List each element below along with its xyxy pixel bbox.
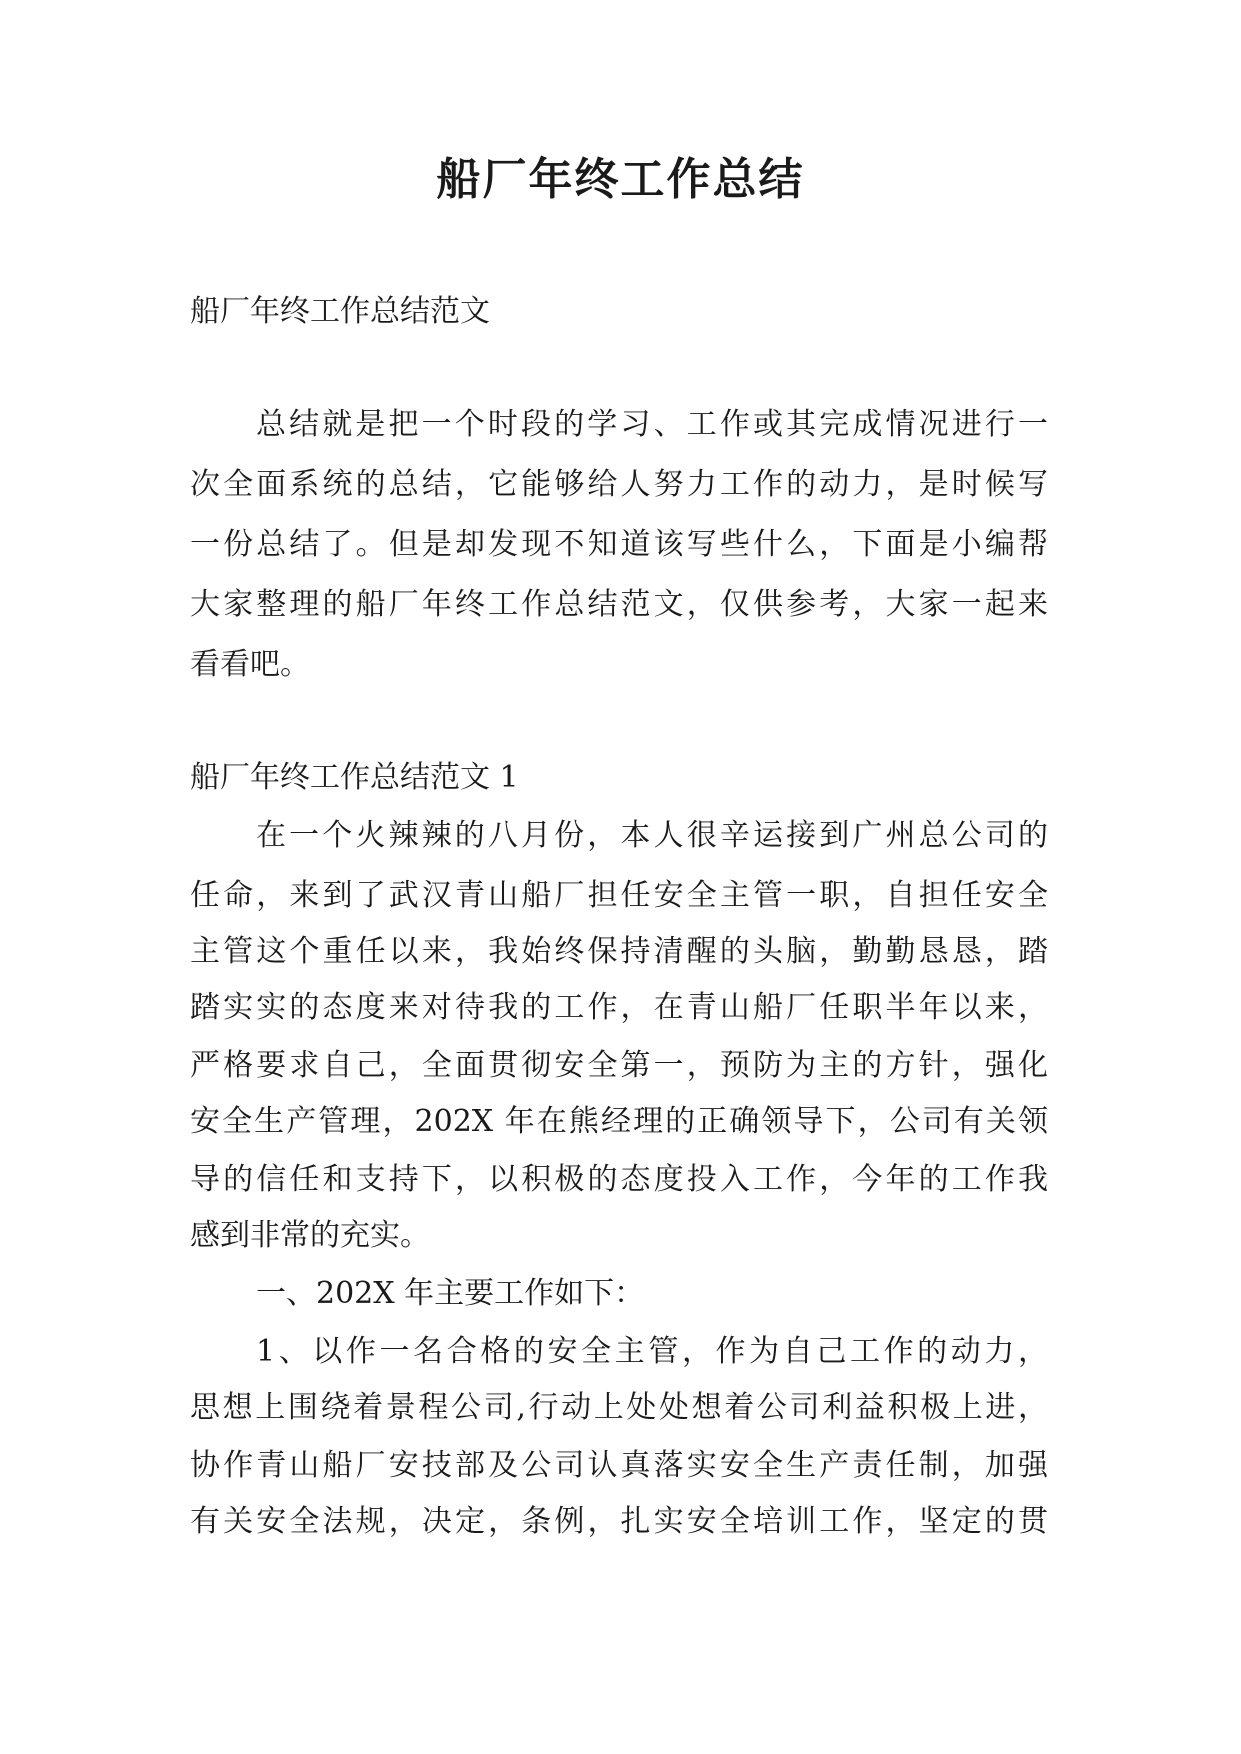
- section-heading: 船厂年终工作总结范文 1: [190, 760, 519, 795]
- section1-line: 导的信任和支持下，以积极的态度投入工作，今年的工作我: [190, 1162, 1048, 1197]
- section1-line: 主管这个重任以来，我始终保持清醒的头脑，勤勤恳恳，踏: [190, 934, 1048, 969]
- section1-line: 任命，来到了武汉青山船厂担任安全主管一职，自担任安全: [190, 878, 1048, 913]
- item1-line: 1、以作一名合格的安全主管，作为自己工作的动力，: [256, 1334, 1048, 1369]
- item1-line: 有关安全法规，决定，条例，扎实安全培训工作，坚定的贯: [190, 1504, 1048, 1539]
- section1-line: 严格要求自己，全面贯彻安全第一，预防为主的方针，强化: [190, 1048, 1048, 1083]
- section1-line: 感到非常的充实。: [190, 1218, 430, 1253]
- work-heading: 一、202X 年主要工作如下：: [256, 1276, 645, 1311]
- item1-line: 协作青山船厂安技部及公司认真落实安全生产责任制，加强: [190, 1448, 1048, 1483]
- intro-line: 一份总结了。但是却发现不知道该写些什么，下面是小编帮: [190, 527, 1048, 562]
- intro-line: 大家整理的船厂年终工作总结范文，仅供参考，大家一起来: [190, 587, 1048, 622]
- section1-line: 踏实实的态度来对待我的工作，在青山船厂任职半年以来，: [190, 990, 1048, 1025]
- subtitle: 船厂年终工作总结范文: [190, 294, 490, 329]
- intro-line: 总结就是把一个时段的学习、工作或其完成情况进行一: [256, 407, 1048, 442]
- section1-line: 安全生产管理，202X 年在熊经理的正确领导下，公司有关领: [190, 1104, 1048, 1139]
- document-title: 船厂年终工作总结: [436, 154, 805, 205]
- intro-line: 看看吧。: [190, 647, 310, 682]
- item1-line: 思想上围绕着景程公司,行动上处处想着公司利益积极上进，: [190, 1390, 1048, 1425]
- section1-line: 在一个火辣辣的八月份，本人很辛运接到广州总公司的: [256, 818, 1048, 853]
- intro-line: 次全面系统的总结，它能够给人努力工作的动力，是时候写: [190, 467, 1048, 502]
